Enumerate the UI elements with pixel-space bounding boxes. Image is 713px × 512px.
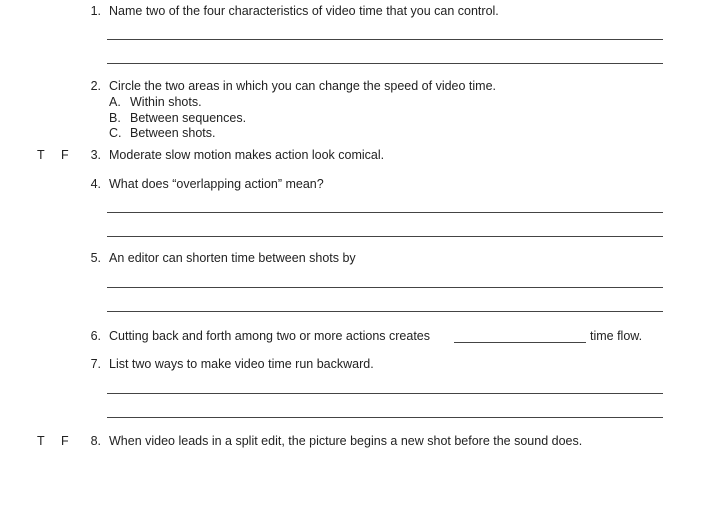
option-text[interactable]: Between shots. [130, 126, 216, 140]
answer-line[interactable] [107, 63, 663, 64]
question-number: 5. [90, 251, 101, 265]
question-number: 1. [90, 4, 101, 18]
question-number: 3. [90, 148, 101, 162]
question-number: 8. [90, 434, 101, 448]
question-text: Cutting back and forth among two or more actions creates [109, 329, 430, 343]
question-suffix: time flow. [590, 329, 643, 343]
option-letter: B. [109, 111, 121, 125]
question-number: 2. [90, 79, 101, 93]
false-choice[interactable]: F [61, 434, 69, 448]
true-choice[interactable]: T [37, 434, 45, 448]
option-letter: C. [109, 126, 122, 140]
option-text[interactable]: Within shots. [130, 95, 202, 109]
question-text: Circle the two areas in which you can change the speed of video time. [109, 79, 497, 93]
answer-line[interactable] [107, 393, 663, 394]
question-text: An editor can shorten time between shots by [109, 251, 356, 265]
question-number: 4. [90, 177, 101, 191]
question-number: 7. [90, 357, 101, 371]
fill-in-blank[interactable] [454, 342, 586, 343]
answer-line[interactable] [107, 417, 663, 418]
true-choice[interactable]: T [37, 148, 45, 162]
question-text: What does “overlapping action” mean? [109, 177, 324, 191]
answer-line[interactable] [107, 39, 663, 40]
false-choice[interactable]: F [61, 148, 69, 162]
answer-line[interactable] [107, 236, 663, 237]
answer-line[interactable] [107, 212, 663, 213]
answer-line[interactable] [107, 311, 663, 312]
question-text: List two ways to make video time run backward. [109, 357, 374, 371]
question-text: Moderate slow motion makes action look comical. [109, 148, 385, 162]
answer-line[interactable] [107, 287, 663, 288]
option-letter: A. [109, 95, 121, 109]
option-text[interactable]: Between sequences. [130, 111, 247, 125]
question-text: When video leads in a split edit, the picture begins a new shot before the sound does. [109, 434, 583, 448]
question-text: Name two of the four characteristics of video time that you can control. [109, 4, 499, 18]
question-number: 6. [90, 329, 101, 343]
